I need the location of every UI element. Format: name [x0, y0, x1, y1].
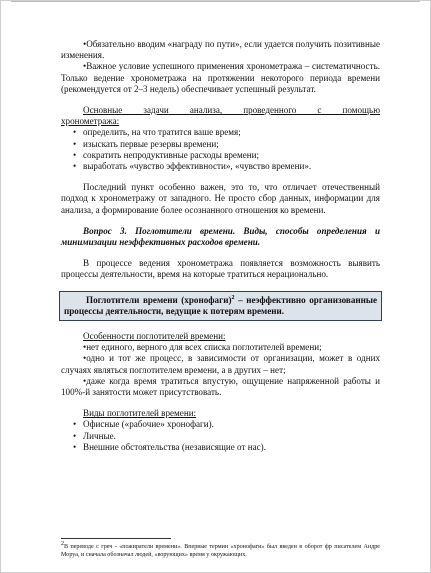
features-heading: Особенности поглотителей времени:	[83, 331, 226, 342]
intro-bullet-1	[61, 39, 380, 61]
bullet-dot: •	[83, 61, 87, 72]
list-item: • определить, на что тратится ваше время;	[73, 127, 380, 138]
list-item: • Офисные («рабочие» хронофаги).	[73, 419, 380, 430]
bullet-dot: •	[83, 39, 87, 49]
list-item: • Личные.	[73, 431, 380, 442]
types-list	[61, 419, 380, 453]
list-item: • выработать «чувство эффективности», «чувство времени».	[73, 161, 380, 172]
tasks-heading: Основные задачи анализа, проведенного с помощью	[83, 105, 381, 116]
intro-bullet-1-text: Обязательно вводим «награду по пути», если удается получить позитивные изменения.	[61, 39, 380, 61]
paragraph-last-point: Последний пункт особенно важен, это то, что отличает отечественный подход к хронометражу от западного. Не просто сбор данных, информации для анализа, а формирование более осознанного отношения ко времени.	[61, 182, 380, 215]
question-3-heading: Вопрос 3. Поглотители времени. Виды, способы определения и минимизации неэффективных расходов времени.	[61, 225, 380, 248]
features-item: •даже когда время тратиться впустую, ощущение напряженной работы и 100%-й занятости может присутствовать.	[61, 375, 380, 398]
bullet-dot: •	[83, 375, 87, 386]
intro-bullet-2	[61, 61, 380, 95]
types-heading: Виды поглотителей времени:	[83, 408, 197, 419]
paragraph-process: В процессе ведения хронометража появляется возможность выявить процессы деятельности, время на которые тратиться нерационально.	[61, 258, 380, 280]
tasks-heading-line2: хронометража:	[61, 116, 120, 127]
intro-bullet-2-text: Важное условие успешного применения хронометража – систематичность. Только ведение хронометража на протяжении некоторого периода времени (рекомендуется от 2–3 недель) обеспечивает успешный результат.	[61, 61, 380, 94]
tasks-list	[61, 127, 380, 172]
definition-text: – неэффективно организованные процессы деятельности, ведущие к потерям времени.	[64, 294, 377, 316]
list-item: • Внешние обстоятельства (независящие от нас).	[73, 442, 380, 453]
footnote-text: В переводе с греч - «пожиратели времени». Впервые термин «хронофаги» был введен в оборот фр писателем Андре Моруа, и сначала обозначал людей, «ворующих» время у окружающих.	[61, 544, 380, 558]
footnote-reference: 2	[231, 294, 235, 301]
footnote-mark: 2	[61, 540, 64, 547]
definition-term: Поглотители времени (хронофаги)	[86, 294, 232, 305]
list-item: • сократить непродуктивные расходы времени;	[73, 150, 380, 161]
bullet-dot: •	[83, 353, 87, 364]
features-item: •нет единого, верного для всех списка поглотителей времени;	[83, 342, 322, 353]
bullet-dot: •	[83, 342, 87, 353]
list-item: • изыскать первые резервы времени;	[73, 139, 380, 150]
features-item: •одно и тот же процесс, в зависимости от организации, может в одних случаях являться поглотителем времени, а в других – нет;	[61, 353, 380, 375]
definition-box	[59, 291, 382, 321]
footnote	[61, 540, 380, 559]
footnote-divider	[61, 538, 171, 539]
